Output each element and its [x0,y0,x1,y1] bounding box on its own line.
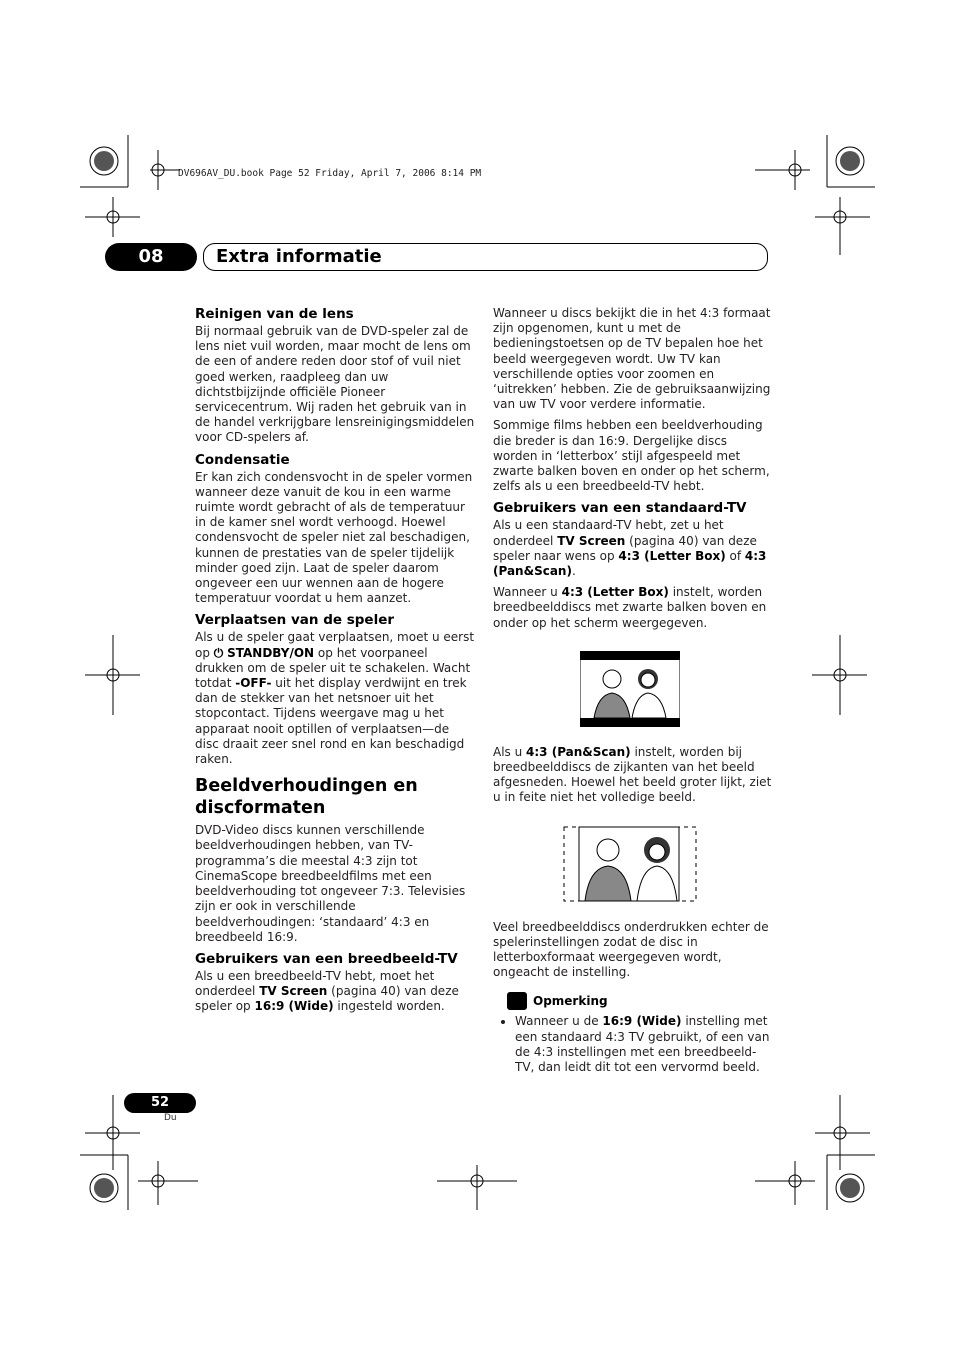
paragraph: Als u 4:3 (Pan&Scan) instelt, worden bij breedbeelddiscs de zijkanten van het beeld afgesneden. Hoewel het beeld groter lijkt, ziet u in feite niet het volledige beeld. [493,744,772,805]
section-widescreen-users [195,951,475,1015]
section-lens-cleaning [195,306,475,446]
section-text: Er kan zich condensvocht in de speler vormen wanneer deze vanuit de kou in een warme ruimte wordt gebracht of als de temperatuur in de kamer snel wordt verhoogd. Hoewel condensvocht de speler niet zal beschadigen, kunnen de prestaties van de speler tijdelijk minder goed zijn. Laat de speler daarom ongeveer een uur wennen aan de hogere temperatuur voordat u hem aanzet. [195,469,473,606]
section-heading: Condensatie [195,451,290,468]
chapter-number: 08 [138,246,164,267]
section-heading: Reinigen van de lens [195,306,354,322]
letterbox-illustration [580,651,680,727]
section-heading: Gebruikers van een standaard-TV [493,500,747,517]
paragraph: Veel breedbeelddiscs onderdrukken echter de spelerinstellingen zodat de disc in letterboxformaat weergegeven wordt, ongeacht de instelling. [493,919,769,980]
section-text: Als u een breedbeeld-TV hebt, moet het onderdeel TV Screen (pagina 40) van deze speler op 16:9 (Wide) ingesteld worden. [195,968,459,1014]
registration-mark-bottom-center [437,1165,517,1210]
section-moving-player [195,612,475,767]
note-title: Opmerking [533,994,608,1009]
registration-mark-bottom-right [755,1095,875,1210]
section-heading: Verplaatsen van de speler [195,612,395,629]
page-number: 52 [150,1095,170,1110]
section-text: Bij normaal gebruik van de DVD-speler zal de lens niet vuil worden, maar mocht de lens om de een of andere reden door stof of vuil niet goed werken, raadpleeg dan uw dichtstbijzijnde officiële Pioneer servicecentrum. Wij raden het gebruik van in de handel verkrijgbare lensreinigingsmiddelen voor CD-spelers af. [195,324,475,445]
registration-mark-mid-left [80,635,140,715]
major-heading: Beeldverhoudingen en discformaten [195,776,418,819]
power-icon: ⏻ [213,645,224,660]
print-job-line: DV696AV_DU.book Page 52 Friday, April 7, 2006 8:14 PM [178,168,482,179]
chapter-title: Extra informatie [216,246,382,267]
left-column [195,306,475,1021]
page-language: Du [164,1113,177,1123]
note-header [507,992,773,1010]
section-text: Wanneer u 4:3 (Letter Box) instelt, worden breedbeelddiscs met zwarte balken boven en onder op het scherm weergegeven. [493,585,767,630]
section-text: DVD-Video discs kunnen verschillende beeldverhoudingen hebben, van TV-programma’s die meestal 4:3 zijn tot CinemaScope breedbeeldfilms met een beeldverhouding tot ongeveer 7:3. Televisies zijn er ook in verschillende beeldverhoudingen: ‘standaard’ 4:3 en breedbeeld 16:9. [195,823,466,944]
pan-scan-illustration [563,826,697,902]
right-column [493,306,773,1075]
paragraph: Wanneer u discs bekijkt die in het 4:3 formaat zijn opgenomen, kunt u met de bedieningstoetsen op de TV bepalen hoe het beeld weergegeven wordt. Uw TV kan verschillende opties voor zoomen en ‘uitrekken’ hebben. Zie de gebruiksaanwijzing van uw TV voor verdere informatie. [493,306,771,412]
section-standard-tv-users [493,500,773,630]
note-item: • Wanneer u de 16:9 (Wide) instelling met een standaard 4:3 TV gebruikt, of een van de 4:3 instellingen met een breedbeeld-TV, dan leidt dit tot een vervormd beeld. [515,1014,773,1075]
registration-mark-mid-right [812,635,872,715]
pencil-note-icon [507,992,527,1010]
paragraph: Sommige films hebben een beeldverhouding die breder is dan 16:9. Dergelijke discs worden in ‘letterbox’ stijl afgespeeld met zwarte balken boven en onder op het scherm, zelfs als u een breedbeeld-TV hebt. [493,418,770,494]
section-condensation [195,452,475,607]
registration-mark-top-right [755,135,875,265]
section-text: Als u de speler gaat verplaatsen, moet u eerst op ⏻ STANDBY/ON op het voorpaneel drukken om de speler uit te schakelen. Wacht totdat -OFF- uit het display verdwijnt en trek dan de stekker van het netsnoer uit het stopcontact. Tijdens weergave mag u het apparaat nooit optillen of verplaatsen—de disc draait zeer snel rond en kan beschadigd raken. [195,630,475,767]
note-list [493,1014,773,1075]
section-heading: Gebruikers van een breedbeeld-TV [195,950,458,967]
section-text: Als u een standaard-TV hebt, zet u het onderdeel TV Screen (pagina 40) van deze speler naar wens op 4:3 (Letter Box) of 4:3 (Pan&Scan). [493,518,767,579]
